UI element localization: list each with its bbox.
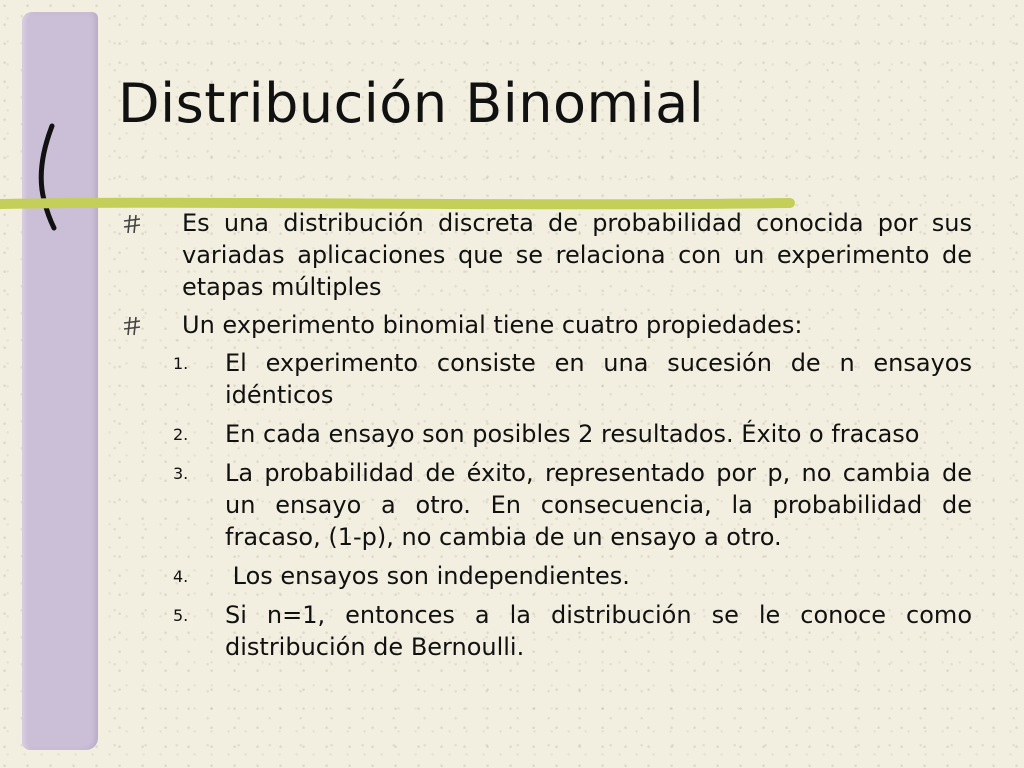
item-text: Los ensayos son independientes. xyxy=(225,562,630,590)
item-number: 5. xyxy=(173,606,189,625)
hash-bullet-icon xyxy=(122,213,142,235)
item-number: 2. xyxy=(173,425,189,444)
slide-body xyxy=(122,207,972,670)
bullet-text: Es una distribución discreta de probabilidad conocida por sus variadas aplicaciones que se relaciona con un experimento de etapas múltiples xyxy=(182,209,972,301)
slide-title: Distribución Binomial xyxy=(118,72,705,135)
bullet-item xyxy=(122,309,972,341)
item-number: 4. xyxy=(173,567,189,586)
item-number: 1. xyxy=(173,354,189,373)
bracket-stroke-icon xyxy=(30,122,60,232)
numbered-item xyxy=(122,418,972,450)
item-number: 3. xyxy=(173,464,189,483)
item-text: En cada ensayo son posibles 2 resultados. Éxito o fracaso xyxy=(225,420,920,448)
numbered-item xyxy=(122,457,972,553)
item-text: La probabilidad de éxito, representado por p, no cambia de un ensayo a otro. En consecuencia, la probabilidad de fracaso, (1-p), no cambia de un ensayo a otro. xyxy=(225,459,972,551)
numbered-item xyxy=(122,560,972,592)
numbered-item xyxy=(122,347,972,411)
bullet-text: Un experimento binomial tiene cuatro propiedades: xyxy=(182,311,803,339)
hash-bullet-icon xyxy=(122,315,142,337)
item-text: Si n=1, entonces a la distribución se le conoce como distribución de Bernoulli. xyxy=(225,601,972,661)
numbered-item xyxy=(122,599,972,663)
bullet-item xyxy=(122,207,972,303)
item-text: El experimento consiste en una sucesión de n ensayos idénticos xyxy=(225,349,972,409)
